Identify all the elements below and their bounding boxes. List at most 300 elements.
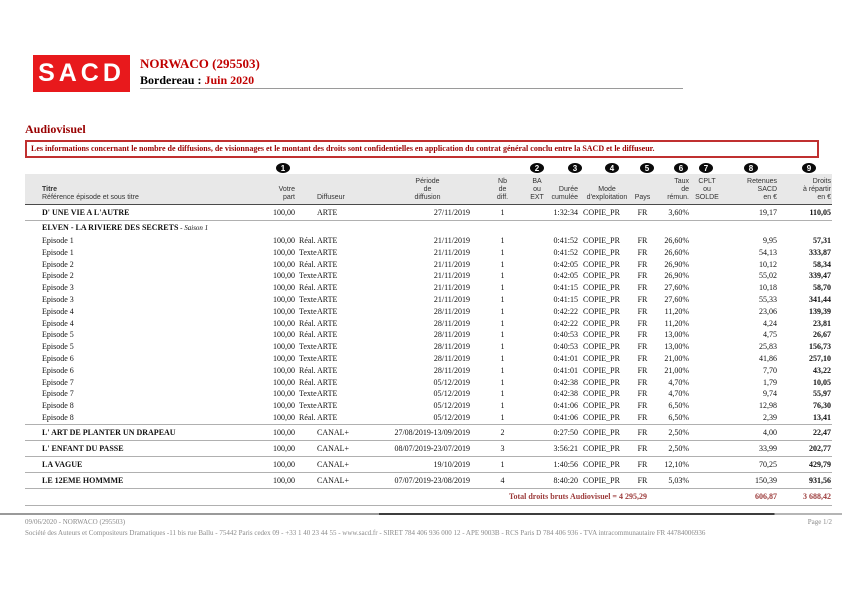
column-header-diffuseur: Diffuseur: [317, 194, 345, 201]
cell-duree: 0:42:22: [553, 306, 578, 316]
episode-row: [25, 306, 832, 318]
cell-role: Réal.: [299, 330, 316, 340]
cell-titre: Episode 1: [42, 247, 74, 257]
column-badge-4: 4: [605, 163, 619, 173]
cell-retenues: 10,18: [759, 283, 777, 293]
cell-mode: COPIE_PR: [583, 259, 620, 269]
cell-pays: FR: [637, 318, 648, 328]
cell-nb: 1: [500, 401, 505, 411]
column-header-periode: Période de diffusion: [414, 178, 441, 201]
cell-diffuseur: ARTE: [317, 318, 338, 328]
cell-droits: 26,67: [813, 330, 831, 340]
cell-droits: 58,70: [813, 283, 831, 293]
section-title: Audiovisuel: [25, 122, 86, 136]
footer-divider: [0, 513, 842, 515]
cell-part: 100,00: [273, 377, 295, 387]
cell-role: Réal.: [299, 412, 316, 422]
column-badge-9: 9: [802, 163, 816, 173]
cell-role: Texte: [299, 401, 317, 411]
cell-titre: Episode 6: [42, 365, 74, 375]
cell-nb: 1: [500, 208, 505, 217]
cell-droits: 156,73: [809, 342, 831, 352]
series-title-row: [25, 221, 832, 235]
episode-row: [25, 412, 832, 424]
series-season-suffix: - Saison 1: [178, 224, 209, 232]
column-badge-3: 3: [568, 163, 582, 173]
episode-row: [25, 270, 832, 282]
cell-titre: Episode 7: [42, 377, 74, 387]
cell-titre: Episode 5: [42, 330, 74, 340]
cell-diffuseur: ARTE: [317, 353, 338, 363]
cell-droits: 22,47: [813, 427, 831, 437]
cell-titre: L' ART DE PLANTER UN DRAPEAU: [42, 427, 176, 437]
cell-pays: FR: [637, 330, 648, 340]
work-row: [25, 457, 832, 473]
column-badge-8: 8: [744, 163, 758, 173]
column-header-pays: Pays: [634, 194, 651, 201]
cell-taux: 6,50%: [668, 412, 689, 422]
cell-periode: 27/11/2019: [433, 208, 470, 217]
cell-retenues: 4,24: [763, 318, 777, 328]
cell-nb: 4: [500, 475, 505, 485]
cell-nb: 3: [500, 443, 505, 453]
cell-duree: 0:41:15: [553, 283, 578, 293]
cell-role: Réal.: [299, 318, 316, 328]
cell-duree: 0:41:52: [553, 236, 578, 245]
cell-diffuseur: CANAL+: [317, 427, 350, 437]
column-header-nb-diff: Nb de diff.: [496, 178, 509, 201]
cell-mode: COPIE_PR: [583, 412, 620, 422]
cell-periode: 05/12/2019: [433, 412, 470, 422]
cell-duree: 0:41:01: [553, 353, 578, 363]
cell-periode: 28/11/2019: [433, 306, 470, 316]
cell-part: 100,00: [273, 259, 295, 269]
cell-diffuseur: ARTE: [317, 247, 338, 257]
cell-mode: COPIE_PR: [583, 271, 620, 281]
cell-duree: 0:41:15: [553, 294, 578, 304]
cell-titre: Episode 7: [42, 389, 74, 399]
cell-diffuseur: CANAL+: [317, 459, 350, 469]
cell-role: Texte: [299, 271, 317, 281]
cell-nb: 2: [500, 427, 505, 437]
cell-pays: FR: [637, 443, 648, 453]
cell-periode: 07/07/2019-23/08/2019: [394, 475, 470, 485]
cell-nb: 1: [500, 389, 505, 399]
cell-mode: COPIE_PR: [583, 475, 620, 485]
cell-mode: COPIE_PR: [583, 306, 620, 316]
cell-pays: FR: [637, 236, 648, 245]
cell-diffuseur: ARTE: [317, 283, 338, 293]
cell-pays: FR: [637, 247, 648, 257]
cell-periode: 05/12/2019: [433, 401, 470, 411]
cell-diffuseur: ARTE: [317, 294, 338, 304]
cell-diffuseur: ARTE: [317, 377, 338, 387]
cell-duree: 0:42:05: [553, 259, 578, 269]
cell-mode: COPIE_PR: [583, 389, 620, 399]
cell-diffuseur: ARTE: [317, 412, 338, 422]
cell-droits: 257,10: [809, 353, 831, 363]
table-body: [25, 205, 832, 506]
cell-periode: 28/11/2019: [433, 318, 470, 328]
cell-part: 100,00: [273, 236, 295, 245]
cell-diffuseur: ARTE: [317, 330, 338, 340]
cell-titre: Episode 4: [42, 318, 74, 328]
cell-taux: 6,50%: [668, 401, 689, 411]
cell-titre: Episode 6: [42, 353, 74, 363]
column-header-votre-part: Votre part: [278, 186, 295, 201]
cell-mode: COPIE_PR: [583, 427, 620, 437]
cell-periode: 21/11/2019: [433, 247, 470, 257]
episode-row: [25, 247, 832, 259]
cell-retenues: 19,17: [759, 208, 777, 217]
column-header-titre: Titre Référence épisode et sous titre: [42, 186, 139, 201]
cell-duree: 0:42:38: [553, 389, 578, 399]
cell-taux: 4,70%: [668, 389, 689, 399]
cell-nb: 1: [500, 283, 505, 293]
cell-pays: FR: [637, 427, 648, 437]
cell-retenues: 55,33: [759, 294, 777, 304]
episode-row: [25, 353, 832, 365]
cell-part: 100,00: [273, 294, 295, 304]
cell-role: Texte: [299, 353, 317, 363]
cell-role: Réal.: [299, 283, 316, 293]
cell-duree: 0:27:50: [553, 427, 578, 437]
column-header-cplt-solde: CPLT ou SOLDE: [695, 178, 719, 201]
cell-droits: 58,34: [813, 259, 831, 269]
cell-droits: 931,56: [809, 475, 831, 485]
cell-part: 100,00: [273, 283, 295, 293]
total-retenues: 606,87: [755, 491, 777, 501]
cell-droits: 23,81: [813, 318, 831, 328]
cell-periode: 21/11/2019: [433, 271, 470, 281]
total-label: Total droits bruts Audiovisuel = 4 295,29: [508, 491, 647, 501]
cell-mode: COPIE_PR: [583, 330, 620, 340]
column-badge-6: 6: [674, 163, 688, 173]
cell-periode: 21/11/2019: [433, 259, 470, 269]
cell-periode: 05/12/2019: [433, 389, 470, 399]
work-row: [25, 424, 832, 441]
column-header-mode: Mode d'exploitation: [586, 186, 628, 201]
column-header-taux: Taux de rémun.: [667, 178, 689, 201]
cell-droits: 43,22: [813, 365, 831, 375]
cell-part: 100,00: [273, 318, 295, 328]
cell-nb: 1: [500, 236, 505, 245]
cell-retenues: 12,98: [759, 401, 777, 411]
cell-titre: Episode 1: [42, 236, 74, 245]
cell-nb: 1: [500, 459, 505, 469]
cell-periode: 28/11/2019: [433, 330, 470, 340]
page-number: Page 1/2: [807, 518, 832, 526]
cell-part: 100,00: [273, 330, 295, 340]
cell-taux: 11,20%: [664, 306, 689, 316]
client-name: NORWACO (295503): [140, 56, 260, 71]
cell-duree: 0:41:01: [553, 365, 578, 375]
cell-titre: Episode 2: [42, 259, 74, 269]
cell-duree: 8:40:20: [553, 475, 578, 485]
cell-periode: 21/11/2019: [433, 236, 470, 245]
cell-taux: 12,10%: [664, 459, 689, 469]
cell-titre: LA VAGUE: [42, 459, 83, 469]
cell-part: 100,00: [273, 353, 295, 363]
cell-nb: 1: [500, 306, 505, 316]
cell-titre: Episode 2: [42, 271, 74, 281]
episode-row: [25, 282, 832, 294]
cell-diffuseur: ARTE: [317, 306, 338, 316]
cell-duree: 0:42:38: [553, 377, 578, 387]
bordereau-period: Juin 2020: [204, 73, 255, 87]
cell-titre: D' UNE VIE A L'AUTRE: [42, 208, 130, 217]
cell-periode: 21/11/2019: [433, 294, 470, 304]
episode-row: [25, 259, 832, 271]
cell-periode: 19/10/2019: [433, 459, 470, 469]
cell-mode: COPIE_PR: [583, 283, 620, 293]
cell-nb: 1: [500, 271, 505, 281]
cell-titre: Episode 8: [42, 412, 74, 422]
cell-part: 100,00: [273, 412, 295, 422]
column-header-droits: Droits à répartir en €: [802, 178, 831, 201]
cell-pays: FR: [637, 459, 648, 469]
bordereau-line: [140, 73, 254, 88]
episode-row: [25, 377, 832, 389]
footer-reference: 09/06/2020 - NORWACO (295503): [25, 518, 126, 526]
cell-retenues: 150,39: [755, 475, 777, 485]
cell-pays: FR: [637, 475, 648, 485]
cell-mode: COPIE_PR: [583, 342, 620, 352]
cell-titre: Episode 8: [42, 401, 74, 411]
cell-part: 100,00: [273, 342, 295, 352]
cell-titre: Episode 3: [42, 283, 74, 293]
cell-titre: LE 12EME HOMMME: [42, 475, 124, 485]
cell-taux: 26,60%: [664, 247, 689, 257]
cell-retenues: 25,83: [759, 342, 777, 352]
cell-part: 100,00: [273, 271, 295, 281]
cell-retenues: 7,70: [763, 365, 777, 375]
cell-taux: 13,00%: [664, 330, 689, 340]
cell-role: Réal.: [299, 377, 316, 387]
total-droits: 3 688,42: [803, 491, 831, 501]
cell-nb: 1: [500, 259, 505, 269]
cell-duree: 0:42:05: [553, 271, 578, 281]
cell-part: 100,00: [273, 208, 295, 217]
total-row: [25, 489, 832, 506]
cell-duree: 1:32:34: [553, 208, 578, 217]
cell-taux: 3,60%: [668, 208, 689, 217]
cell-droits: 139,39: [809, 306, 831, 316]
cell-periode: 21/11/2019: [433, 283, 470, 293]
cell-diffuseur: ARTE: [317, 342, 338, 352]
cell-role: Texte: [299, 342, 317, 352]
cell-retenues: 54,13: [759, 247, 777, 257]
episode-row: [25, 400, 832, 412]
cell-nb: 1: [500, 353, 505, 363]
cell-droits: 341,44: [809, 294, 831, 304]
episode-row: [25, 294, 832, 306]
work-row: [25, 473, 832, 489]
cell-role: Texte: [299, 389, 317, 399]
header-divider: [140, 88, 683, 89]
column-badge-5: 5: [640, 163, 654, 173]
cell-role: Texte: [299, 306, 317, 316]
cell-mode: COPIE_PR: [583, 353, 620, 363]
cell-periode: 28/11/2019: [433, 365, 470, 375]
cell-taux: 21,00%: [664, 353, 689, 363]
cell-nb: 1: [500, 365, 505, 375]
cell-mode: COPIE_PR: [583, 365, 620, 375]
cell-taux: 13,00%: [664, 342, 689, 352]
episode-row: [25, 341, 832, 353]
cell-mode: COPIE_PR: [583, 377, 620, 387]
sacd-logo: SACD: [33, 55, 130, 92]
cell-nb: 1: [500, 377, 505, 387]
cell-taux: 11,20%: [664, 318, 689, 328]
cell-pays: FR: [637, 412, 648, 422]
column-badge-2: 2: [530, 163, 544, 173]
cell-diffuseur: ARTE: [317, 271, 338, 281]
confidentiality-notice: Les informations concernant le nombre de diffusions, de visionnages et le montant des droits sont confidentielles en application du contrat général conclu entre la SACD et le diffuseur.: [25, 140, 819, 158]
cell-part: 100,00: [273, 459, 295, 469]
cell-nb: 1: [500, 247, 505, 257]
episode-row: [25, 329, 832, 341]
cell-droits: 333,87: [809, 247, 831, 257]
column-header-duree: Durée cumulée: [551, 186, 578, 201]
cell-taux: 26,90%: [664, 271, 689, 281]
cell-retenues: 2,39: [763, 412, 777, 422]
cell-pays: FR: [637, 389, 648, 399]
cell-titre: Episode 4: [42, 306, 74, 316]
cell-droits: 110,05: [809, 208, 831, 217]
cell-pays: FR: [637, 353, 648, 363]
episode-row: [25, 235, 832, 247]
cell-role: Réal.: [299, 259, 316, 269]
cell-droits: 429,79: [809, 459, 831, 469]
cell-part: 100,00: [273, 427, 295, 437]
cell-nb: 1: [500, 294, 505, 304]
cell-taux: 4,70%: [668, 377, 689, 387]
cell-diffuseur: ARTE: [317, 401, 338, 411]
table-header: [25, 174, 832, 205]
column-badge-1: 1: [276, 163, 290, 173]
cell-mode: COPIE_PR: [583, 443, 620, 453]
cell-part: 100,00: [273, 247, 295, 257]
cell-droits: 76,30: [813, 401, 831, 411]
cell-retenues: 4,75: [763, 330, 777, 340]
column-badges: [25, 163, 832, 174]
cell-part: 100,00: [273, 389, 295, 399]
cell-retenues: 33,99: [759, 443, 777, 453]
cell-part: 100,00: [273, 475, 295, 485]
cell-mode: COPIE_PR: [583, 294, 620, 304]
cell-mode: COPIE_PR: [583, 208, 620, 217]
cell-pays: FR: [637, 377, 648, 387]
cell-droits: 339,47: [809, 271, 831, 281]
work-row: [25, 205, 832, 221]
cell-duree: 0:41:06: [553, 412, 578, 422]
cell-role: Réal.: [299, 236, 316, 245]
cell-nb: 1: [500, 342, 505, 352]
cell-periode: 05/12/2019: [433, 377, 470, 387]
cell-diffuseur: CANAL+: [317, 475, 350, 485]
cell-diffuseur: CANAL+: [317, 443, 350, 453]
cell-pays: FR: [637, 271, 648, 281]
cell-titre: Episode 3: [42, 294, 74, 304]
cell-diffuseur: ARTE: [317, 259, 338, 269]
cell-duree: 0:40:53: [553, 342, 578, 352]
cell-taux: 27,60%: [664, 294, 689, 304]
cell-droits: 202,77: [809, 443, 831, 453]
cell-retenues: 41,86: [759, 353, 777, 363]
episode-row: [25, 365, 832, 377]
cell-part: 100,00: [273, 365, 295, 375]
cell-mode: COPIE_PR: [583, 247, 620, 257]
cell-droits: 55,97: [813, 389, 831, 399]
cell-pays: FR: [637, 306, 648, 316]
cell-pays: FR: [637, 365, 648, 375]
work-row: [25, 441, 832, 457]
bordereau-label: Bordereau :: [140, 73, 202, 87]
cell-periode: 08/07/2019-23/07/2019: [394, 443, 470, 453]
cell-pays: FR: [637, 342, 648, 352]
cell-periode: 28/11/2019: [433, 353, 470, 363]
cell-taux: 21,00%: [664, 365, 689, 375]
cell-role: Texte: [299, 294, 317, 304]
cell-taux: 26,90%: [664, 259, 689, 269]
cell-taux: 2,50%: [668, 427, 689, 437]
cell-retenues: 10,12: [759, 259, 777, 269]
cell-pays: FR: [637, 401, 648, 411]
cell-part: 100,00: [273, 401, 295, 411]
cell-pays: FR: [637, 283, 648, 293]
cell-pays: FR: [637, 294, 648, 304]
cell-mode: COPIE_PR: [583, 236, 620, 245]
cell-role: Réal.: [299, 365, 316, 375]
cell-droits: 10,05: [813, 377, 831, 387]
cell-retenues: 4,00: [763, 427, 777, 437]
cell-droits: 13,41: [813, 412, 831, 422]
cell-diffuseur: ARTE: [317, 389, 338, 399]
cell-titre: ELVEN - LA RIVIERE DES SECRETS - Saison 1: [42, 223, 209, 232]
cell-pays: FR: [637, 259, 648, 269]
cell-retenues: 23,06: [759, 306, 777, 316]
cell-mode: COPIE_PR: [583, 459, 620, 469]
cell-mode: COPIE_PR: [583, 401, 620, 411]
column-badge-7: 7: [699, 163, 713, 173]
cell-nb: 1: [500, 318, 505, 328]
cell-retenues: 9,95: [763, 236, 777, 245]
cell-nb: 1: [500, 412, 505, 422]
cell-duree: 0:42:22: [553, 318, 578, 328]
cell-duree: 0:41:06: [553, 401, 578, 411]
cell-periode: 28/11/2019: [433, 342, 470, 352]
cell-diffuseur: ARTE: [317, 365, 338, 375]
cell-titre: L' ENFANT DU PASSE: [42, 443, 124, 453]
cell-part: 100,00: [273, 306, 295, 316]
cell-droits: 57,31: [813, 236, 831, 245]
episode-row: [25, 318, 832, 330]
column-header-retenues: Retenues SACD en €: [747, 178, 777, 201]
cell-retenues: 1,79: [763, 377, 777, 387]
cell-mode: COPIE_PR: [583, 318, 620, 328]
cell-retenues: 55,02: [759, 271, 777, 281]
episode-row: [25, 388, 832, 400]
cell-retenues: 9,74: [763, 389, 777, 399]
cell-duree: 1:40:56: [553, 459, 578, 469]
cell-titre: Episode 5: [42, 342, 74, 352]
cell-taux: 2,50%: [668, 443, 689, 453]
cell-nb: 1: [500, 330, 505, 340]
cell-pays: FR: [637, 208, 648, 217]
cell-part: 100,00: [273, 443, 295, 453]
cell-duree: 0:41:52: [553, 247, 578, 257]
